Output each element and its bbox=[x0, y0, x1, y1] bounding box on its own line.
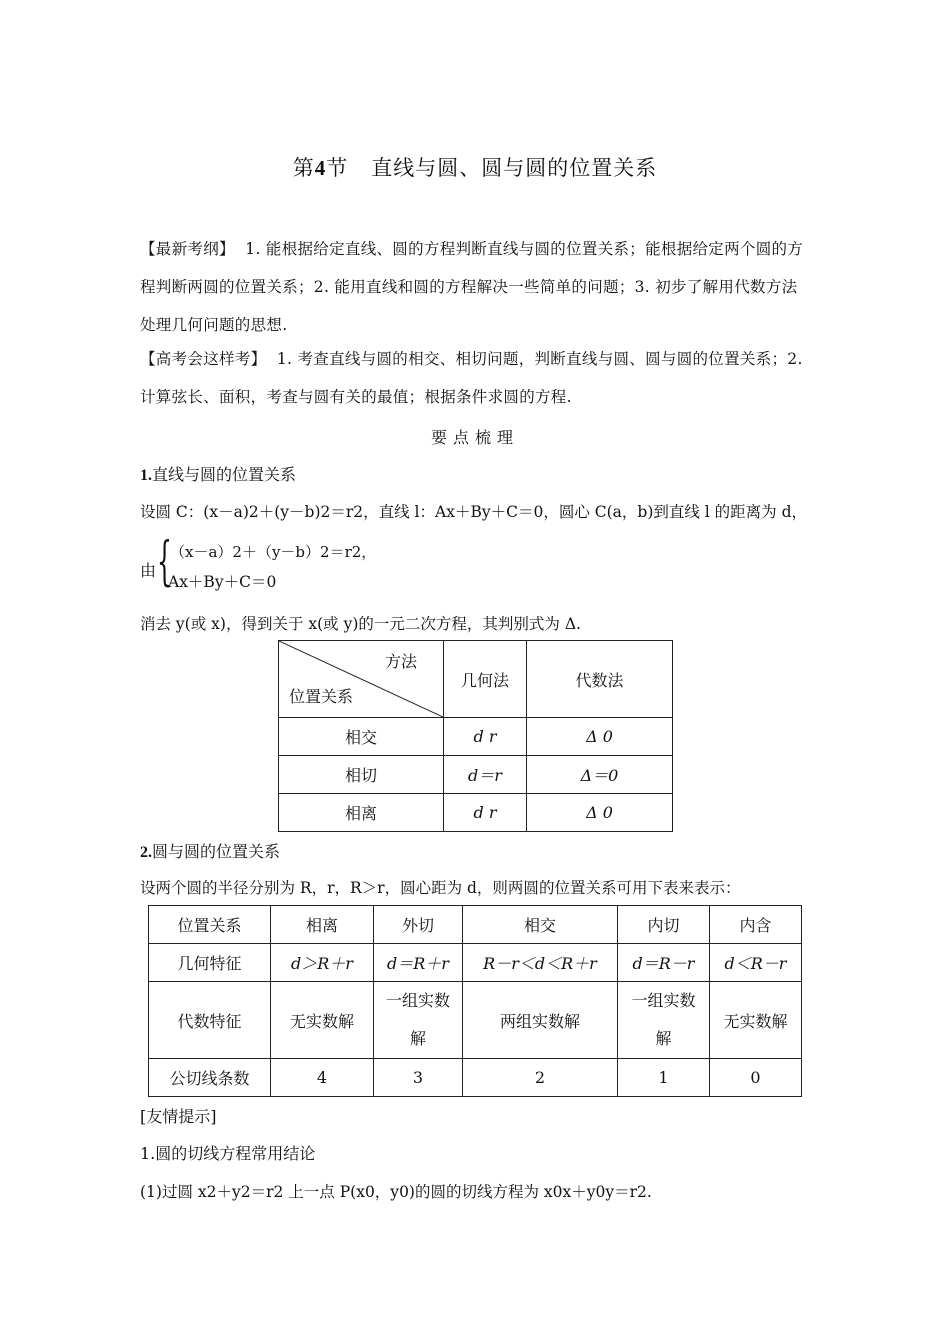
alg-cell: 两组实数解 bbox=[463, 982, 618, 1059]
row-alg: Δ 0 bbox=[527, 794, 673, 832]
table-row bbox=[149, 1059, 802, 1097]
title-prefix: 第 bbox=[292, 156, 315, 180]
system-row-1: （x－a）2＋（y－b）2＝r2， bbox=[170, 543, 377, 561]
row-geo: d r bbox=[444, 794, 527, 832]
system-brace: { bbox=[157, 532, 172, 592]
row-geo: d＝r bbox=[444, 756, 527, 794]
s1-line1: 设圆 C：(x－a)2＋(y－b)2＝r2，直线 l：Ax＋By＋C＝0，圆心 C(a，b)到直线 l 的距离为 d， bbox=[140, 503, 808, 521]
line-circle-table bbox=[278, 640, 673, 832]
system-prefix: 由 bbox=[140, 561, 157, 580]
table-row bbox=[279, 718, 673, 756]
s1-title: 直线与圆的位置关系 bbox=[152, 465, 297, 484]
col-alg-header: 代数法 bbox=[527, 641, 673, 718]
geo-cell: d＝R＋r bbox=[374, 944, 463, 982]
alg-cell: 无实数解 bbox=[271, 982, 374, 1059]
row-alg: Δ 0 bbox=[527, 718, 673, 756]
corner-top-label: 方法 bbox=[384, 652, 417, 671]
table-row bbox=[149, 944, 802, 982]
title-number: 4 bbox=[314, 156, 327, 180]
tangent-count-cell: 3 bbox=[374, 1059, 463, 1097]
tips-item-1-1: (1)过圆 x2＋y2＝r2 上一点 P(x0，y0)的圆的切线方程为 x0x＋y0y＝r2. bbox=[140, 1183, 652, 1201]
circle-circle-table bbox=[148, 905, 802, 1097]
table-row bbox=[149, 906, 802, 944]
tangent-count-cell: 0 bbox=[710, 1059, 802, 1097]
exam-text: 1. 考查直线与圆的相交、相切问题，判断直线与圆、圆与圆的位置关系；2. 计算弦长、面积，考查与圆有关的最值；根据条件求圆的方程. bbox=[140, 350, 803, 406]
header-cell: 外切 bbox=[374, 906, 463, 944]
s2-title: 圆与圆的位置关系 bbox=[152, 842, 281, 861]
tips-label: [友情提示] bbox=[140, 1107, 217, 1126]
table-row bbox=[279, 794, 673, 832]
geo-cell: d＜R－r bbox=[710, 944, 802, 982]
row-alg: Δ＝0 bbox=[527, 756, 673, 794]
syllabus-text: 1. 能根据给定直线、圆的方程判断直线与圆的位置关系；能根据给定两个圆的方程判断两圆的位置关系；2. 能用直线和圆的方程解决一些简单的问题；3. 初步了解用代数方法处理几何问题的思想. bbox=[140, 240, 804, 334]
s2-heading bbox=[140, 839, 280, 862]
row-geo: d r bbox=[444, 718, 527, 756]
table-header-row bbox=[279, 641, 673, 718]
s1-heading bbox=[140, 462, 296, 485]
geo-cell: d＞R＋r bbox=[271, 944, 374, 982]
header-cell: 内含 bbox=[710, 906, 802, 944]
corner-bottom-label: 位置关系 bbox=[289, 687, 354, 706]
table-row bbox=[149, 982, 802, 1059]
geo-cell: R－r＜d＜R＋r bbox=[463, 944, 618, 982]
header-cell: 相交 bbox=[463, 906, 618, 944]
tangent-count-cell: 4 bbox=[271, 1059, 374, 1097]
tips-item-1: 1.圆的切线方程常用结论 bbox=[140, 1144, 316, 1163]
s1-line3: 消去 y(或 x)，得到关于 x(或 y)的一元二次方程，其判别式为 Δ. bbox=[140, 615, 581, 633]
row-label: 几何特征 bbox=[149, 944, 271, 982]
alg-cell: 一组实数解 bbox=[618, 982, 710, 1059]
tangent-count-cell: 1 bbox=[618, 1059, 710, 1097]
system-row-2: Ax＋By＋C＝0 bbox=[168, 573, 277, 591]
alg-cell: 无实数解 bbox=[710, 982, 802, 1059]
row-label: 公切线条数 bbox=[149, 1059, 271, 1097]
alg-cell: 一组实数解 bbox=[374, 982, 463, 1059]
col-geo-header: 几何法 bbox=[444, 641, 527, 718]
header-cell: 位置关系 bbox=[149, 906, 271, 944]
geo-cell: d＝R－r bbox=[618, 944, 710, 982]
title-text: 直线与圆、圆与圆的位置关系 bbox=[371, 156, 658, 180]
header-cell: 相离 bbox=[271, 906, 374, 944]
s1-number: 1. bbox=[140, 467, 152, 484]
syllabus-label: 【最新考纲】 bbox=[140, 240, 235, 258]
exam-label: 【高考会这样考】 bbox=[140, 350, 267, 368]
diagonal-header-cell bbox=[279, 641, 444, 718]
s2-number: 2. bbox=[140, 844, 152, 861]
row-name: 相交 bbox=[279, 718, 444, 756]
table-row bbox=[279, 756, 673, 794]
section-heading: 要点梳理 bbox=[430, 428, 519, 447]
page-title bbox=[0, 152, 950, 182]
row-name: 相切 bbox=[279, 756, 444, 794]
tangent-count-cell: 2 bbox=[463, 1059, 618, 1097]
title-suffix: 节 bbox=[326, 156, 349, 180]
syllabus-paragraph bbox=[140, 230, 810, 344]
row-label: 代数特征 bbox=[149, 982, 271, 1059]
row-name: 相离 bbox=[279, 794, 444, 832]
header-cell: 内切 bbox=[618, 906, 710, 944]
s2-intro: 设两个圆的半径分别为 R，r，R＞r，圆心距为 d，则两圆的位置关系可用下表来表示： bbox=[140, 879, 741, 897]
exam-paragraph bbox=[140, 340, 810, 416]
